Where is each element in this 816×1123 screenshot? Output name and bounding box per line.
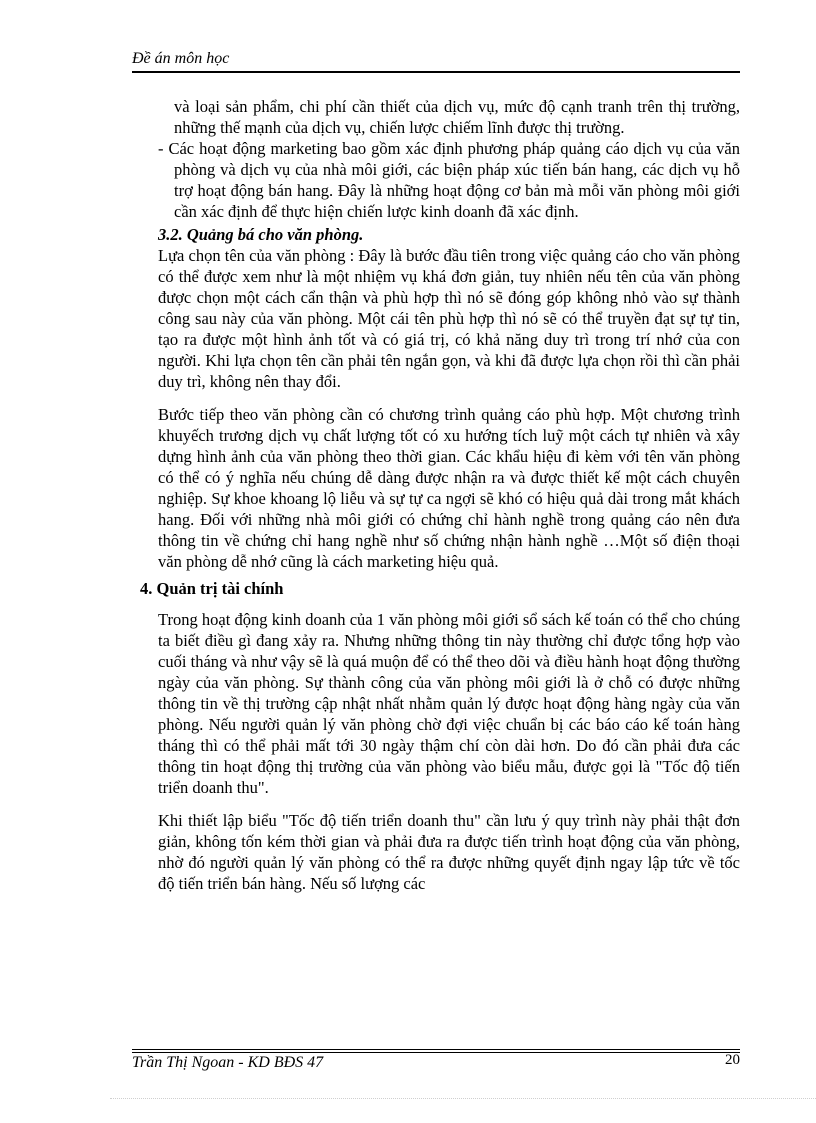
bullet-marketing: - Các hoạt động marketing bao gồm xác định phương pháp quảng cáo dịch vụ của văn phòng và dịch vụ của nhà môi giới, các biện pháp xúc tiến bán hang, các dịch vụ hỗ trợ hoạt động bán hang. Đây là những hoạt động cơ bản mà mỗi văn phòng môi giới cần xác định để thực hiện chiến lược kinh doanh đã xác định. [158, 139, 740, 221]
header-rule [132, 71, 740, 73]
footer-author: Trần Thị Ngoan - KD BĐS 47 [132, 1054, 324, 1071]
page-edge-dots [110, 1098, 816, 1099]
paragraph-revenue-form: Khi thiết lập biểu "Tốc độ tiến triển doanh thu" cần lưu ý quy trình này phải thật đơn giản, không tốn kém thời gian và phải đưa ra được tiến trình hoạt động của văn phòng, nhờ đó người quản lý văn phòng có thể ra được những quyết định ngay lập tức về tốc độ tiến triển bán hàng. Nếu số lượng các [158, 811, 740, 893]
continued-paragraph: và loại sản phẩm, chi phí cần thiết của dịch vụ, mức độ cạnh tranh trên thị trường, những thế mạnh của dịch vụ, chiến lược chiếm lĩnh được thị trường. [174, 97, 740, 137]
page-body [140, 96, 740, 894]
paragraph-advertising: Bước tiếp theo văn phòng cần có chương trình quảng cáo phù hợp. Một chương trình khuyếch trương dịch vụ chất lượng tốt có xu hướng tích luỹ một cách tự nhiên và xây dựng hình ảnh của văn phòng theo thời gian. Các khẩu hiệu đi kèm với tên văn phòng có thể có ý nghĩa nếu chúng dễ dàng được nhận ra và được thiết kế một cách chuyên nghiệp. Sự khoe khoang lộ liễu và sự tự ca ngợi sẽ khó có hiệu quả dài trong mắt khách hang. Đối với những nhà môi giới có chứng chỉ hành nghề trong quảng cáo nên đưa thông tin về chứng chỉ hang nghề như số chứng nhận hành nghề …Một số điện thoại văn phòng dễ nhớ cũng là cách marketing hiệu quả. [158, 405, 740, 571]
running-header: Đề án môn học [132, 50, 230, 67]
footer-rule-top [132, 1049, 740, 1050]
page-number: 20 [725, 1052, 740, 1068]
paragraph-finance: Trong hoạt động kinh doanh của 1 văn phòng môi giới sổ sách kế toán có thể cho chúng ta biết điều gì đang xảy ra. Nhưng những thông tin này thường chỉ được tổng hợp vào cuối tháng và như vậy sẽ là quá muộn để có thể theo dõi và điều hành hoạt động thường ngày của văn phòng. Sự thành công của văn phòng môi giới là ở chỗ có được những thông tin về thị trường cập nhật nhất nhằm quản lý được hoạt động hàng ngày của văn phòng. Nếu người quản lý văn phòng chờ đợi việc chuẩn bị các báo cáo kế toán hàng tháng thì có thể phải mất tới 30 ngày thậm chí còn dài hơn. Do đó cần phải đưa các thông tin hoạt động thị trường của văn phòng vào biểu mẫu, được gọi là "Tốc độ tiến triển doanh thu". [158, 610, 740, 797]
footer-rule-bottom [132, 1052, 740, 1053]
section-3-2-heading: 3.2. Quảng bá cho văn phòng. [158, 225, 364, 244]
paragraph-name-selection: Lựa chọn tên của văn phòng : Đây là bước đầu tiên trong việc quảng cáo cho văn phòng có thể được xem như là một nhiệm vụ khá đơn giản, tuy nhiên nếu tên của văn phòng được chọn một cách cẩn thận và phù hợp thì nó sẽ đóng góp không nhỏ vào sự thành công sau này của văn phòng. Một cái tên phù hợp thì nó sẽ có thể truyền đạt sự tự tin, tạo ra được một hình ảnh tốt và có giá trị, có khả năng duy trì trong trí nhớ của con người. Khi lựa chọn tên cần phải tên ngắn gọn, và khi đã được lựa chọn rồi thì cần phải duy trì, không nên thay đổi. [158, 246, 740, 391]
section-4-heading: 4. Quản trị tài chính [140, 579, 284, 598]
